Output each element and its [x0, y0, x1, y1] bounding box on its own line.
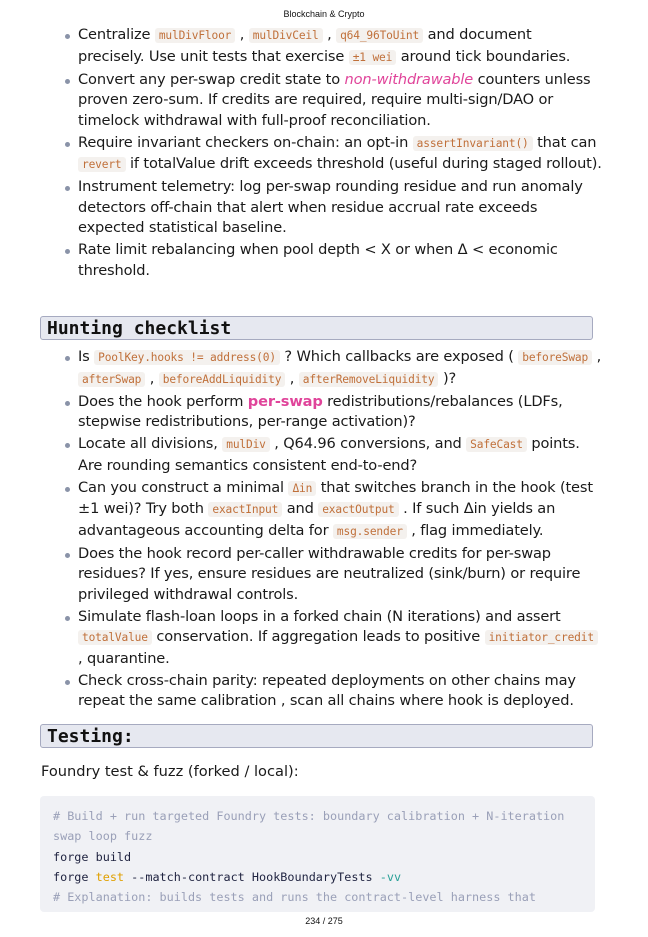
list-item [62, 25, 602, 68]
inline-code: q64_96ToUint [336, 28, 423, 43]
emphasis: non-withdrawable [344, 70, 474, 88]
text: Does the hook perform [78, 392, 248, 410]
code-comment: # Explanation: builds tests and runs the contract-level harness that [53, 890, 536, 905]
inline-code: mulDiv [222, 437, 270, 452]
inline-code: assertInvariant() [413, 136, 533, 151]
text: redistributions/rebalances (LDFs, stepwise redistributions, per-range activation)? [78, 392, 563, 430]
inline-code: revert [78, 157, 126, 172]
inline-code: Δin [288, 481, 316, 496]
code-line: forge [53, 869, 96, 884]
text: Can you construct a minimal [78, 478, 289, 496]
text: points. Are rounding semantics consistent end-to-end? [78, 435, 580, 474]
list-item [62, 607, 602, 670]
inline-code: afterSwap [78, 372, 145, 387]
text: , flag immediately. [406, 521, 544, 539]
section-heading-testing: Testing: [40, 724, 593, 748]
list-item [62, 478, 602, 543]
list-item [62, 392, 602, 433]
strong-text: per-swap [247, 392, 323, 410]
inline-code: exactOutput [318, 502, 398, 517]
text: and [282, 500, 319, 517]
text: conservation. If aggregation leads to positive [151, 628, 485, 645]
list-item [62, 177, 602, 239]
section-heading-hunting-checklist: Hunting checklist [40, 316, 593, 340]
list-item [62, 544, 602, 606]
inline-code: PoolKey.hooks != address(0) [94, 350, 280, 365]
hunting-checklist [62, 347, 602, 713]
testing-intro: Foundry test & fuzz (forked / local): [41, 763, 299, 780]
text: if totalValue drift exceeds threshold (useful during staged rollout). [125, 155, 602, 172]
list-item [62, 240, 602, 281]
text: Instrument telemetry: log per-swap rounding residue and run anomaly detectors off-chain that alert when residue accrual rate exceeds expected statistical baseline. [78, 178, 583, 236]
text: that can [532, 133, 597, 151]
text: , [322, 26, 337, 43]
page-number: 234 / 275 [305, 916, 343, 926]
inline-code: beforeSwap [518, 350, 592, 365]
text: counters unless proven zero-sum. If credits are required, require multi-sign/DAO or timelock withdrawal with full-proof reconciliation. [78, 70, 591, 129]
text: Convert any per-swap credit state to [78, 70, 345, 88]
inline-code: exactInput [208, 502, 282, 517]
text: ? Which callbacks are exposed ( [279, 348, 519, 365]
text: Simulate flash-loan loops in a forked chain (N iterations) and assert [78, 607, 561, 625]
text: Rate limit rebalancing when pool depth < X or when Δ < economic threshold. [78, 241, 558, 279]
text: that switches branch in the hook (test ±1 wei)? Try both [78, 478, 593, 517]
text: around tick boundaries. [396, 47, 571, 65]
inline-code: ±1 wei [349, 50, 397, 65]
text: , Q64.96 conversions, and [269, 435, 467, 452]
code-keyword: test [95, 869, 125, 884]
list-item [62, 70, 602, 132]
text: Check cross-chain parity: repeated deployments on other chains may repeat the same calibration , scan all chains where hook is deployed. [78, 671, 576, 709]
list-item [62, 434, 602, 476]
text: , [285, 369, 299, 387]
mitigation-list [62, 25, 602, 283]
page-header: Blockchain & Crypto [283, 9, 365, 19]
text: Locate all divisions, [78, 435, 223, 452]
text: Centralize [78, 26, 155, 43]
code-args: --match-contract HookBoundaryTests [124, 869, 380, 884]
text: Does the hook record per-caller withdrawable credits for per-swap residues? If yes, ensure residues are neutralized (sink/burn) or require privileged withdrawal controls. [78, 544, 581, 603]
inline-code: SafeCast [466, 437, 527, 452]
inline-code: afterRemoveLiquidity [299, 372, 439, 387]
code-block [40, 796, 595, 912]
inline-code: mulDivCeil [249, 28, 323, 43]
list-item [62, 347, 602, 390]
code-flag: -vv [379, 869, 402, 884]
list-item [62, 133, 602, 176]
text: Is [78, 348, 95, 365]
text: , quarantine. [78, 649, 170, 667]
code-comment: # Build + run targeted Foundry tests: boundary calibration + N-iteration swap loop fuzz [53, 809, 565, 844]
inline-code: totalValue [78, 630, 152, 645]
text: , [235, 26, 249, 43]
text: . If such Δin yields an advantageous accounting delta for [78, 500, 556, 539]
inline-code: mulDivFloor [155, 28, 235, 43]
inline-code: initiator_credit [485, 630, 598, 645]
inline-code: msg.sender [333, 524, 407, 539]
text: Require invariant checkers on-chain: an opt-in [78, 133, 413, 151]
text: )? [438, 369, 457, 387]
inline-code: beforeAddLiquidity [159, 372, 286, 387]
text: , [145, 369, 159, 387]
text: and document precisely. Use unit tests that exercise [78, 26, 532, 65]
code-line: forge build [53, 849, 132, 864]
text: , [592, 348, 602, 365]
list-item [62, 671, 602, 712]
